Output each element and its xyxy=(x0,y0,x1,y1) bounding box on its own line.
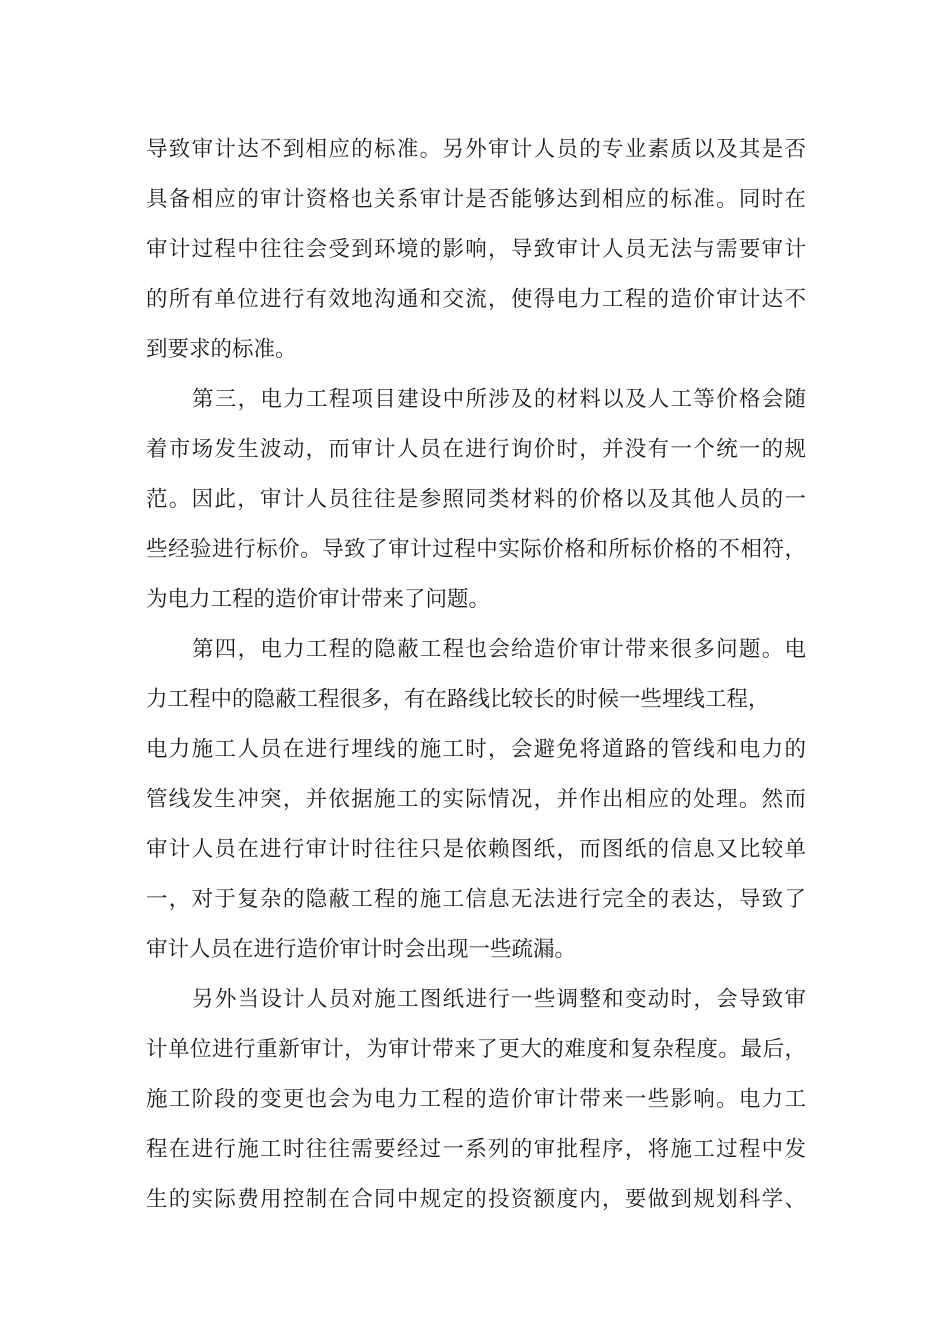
paragraph-first-line: 第三，电力工程项目建设中所涉及的材料以及人工等价格会随 xyxy=(192,387,806,412)
text-line: 计单位进行重新审计，为审计带来了更大的难度和复杂程度。最后， xyxy=(146,1037,806,1062)
text-line: 的所有单位进行有效地沟通和交流，使得电力工程的造价审计达不 xyxy=(146,287,806,312)
text-line: 些经验进行标价。导致了审计过程中实际价格和所标价格的不相符， xyxy=(146,537,806,562)
text-line: 着市场发生波动，而审计人员在进行询价时，并没有一个统一的规 xyxy=(146,437,806,462)
text-line: 电力施工人员在进行埋线的施工时，会避免将道路的管线和电力的 xyxy=(146,737,806,762)
text-line: 审计过程中往往会受到环境的影响，导致审计人员无法与需要审计 xyxy=(146,237,806,262)
paragraph-first-line: 第四，电力工程的隐蔽工程也会给造价审计带来很多问题。电 xyxy=(192,637,806,662)
text-line: 具备相应的审计资格也关系审计是否能够达到相应的标准。同时在 xyxy=(146,187,806,212)
text-line: 生的实际费用控制在合同中规定的投资额度内，要做到规划科学、 xyxy=(146,1187,806,1212)
paragraph-first-line: 另外当设计人员对施工图纸进行一些调整和变动时，会导致审 xyxy=(192,987,806,1012)
text-line: 管线发生冲突，并依据施工的实际情况，并作出相应的处理。然而 xyxy=(146,787,806,812)
text-line: 一，对于复杂的隐蔽工程的施工信息无法进行完全的表达，导致了 xyxy=(146,887,806,912)
text-line: 力工程中的隐蔽工程很多，有在路线比较长的时候一些埋线工程， xyxy=(146,687,770,712)
text-line: 审计人员在进行审计时往往只是依赖图纸，而图纸的信息又比较单 xyxy=(146,837,806,862)
text-line: 施工阶段的变更也会为电力工程的造价审计带来一些影响。电力工 xyxy=(146,1087,806,1112)
text-line: 程在进行施工时往往需要经过一系列的审批程序，将施工过程中发 xyxy=(146,1137,806,1162)
text-line: 到要求的标准。 xyxy=(146,337,297,362)
text-line: 为电力工程的造价审计带来了问题。 xyxy=(146,587,491,612)
text-line: 范。因此，审计人员往往是参照同类材料的价格以及其他人员的一 xyxy=(146,487,806,512)
text-line: 审计人员在进行造价审计时会出现一些疏漏。 xyxy=(146,937,577,962)
text-line: 导致审计达不到相应的标准。另外审计人员的专业素质以及其是否 xyxy=(146,137,806,162)
